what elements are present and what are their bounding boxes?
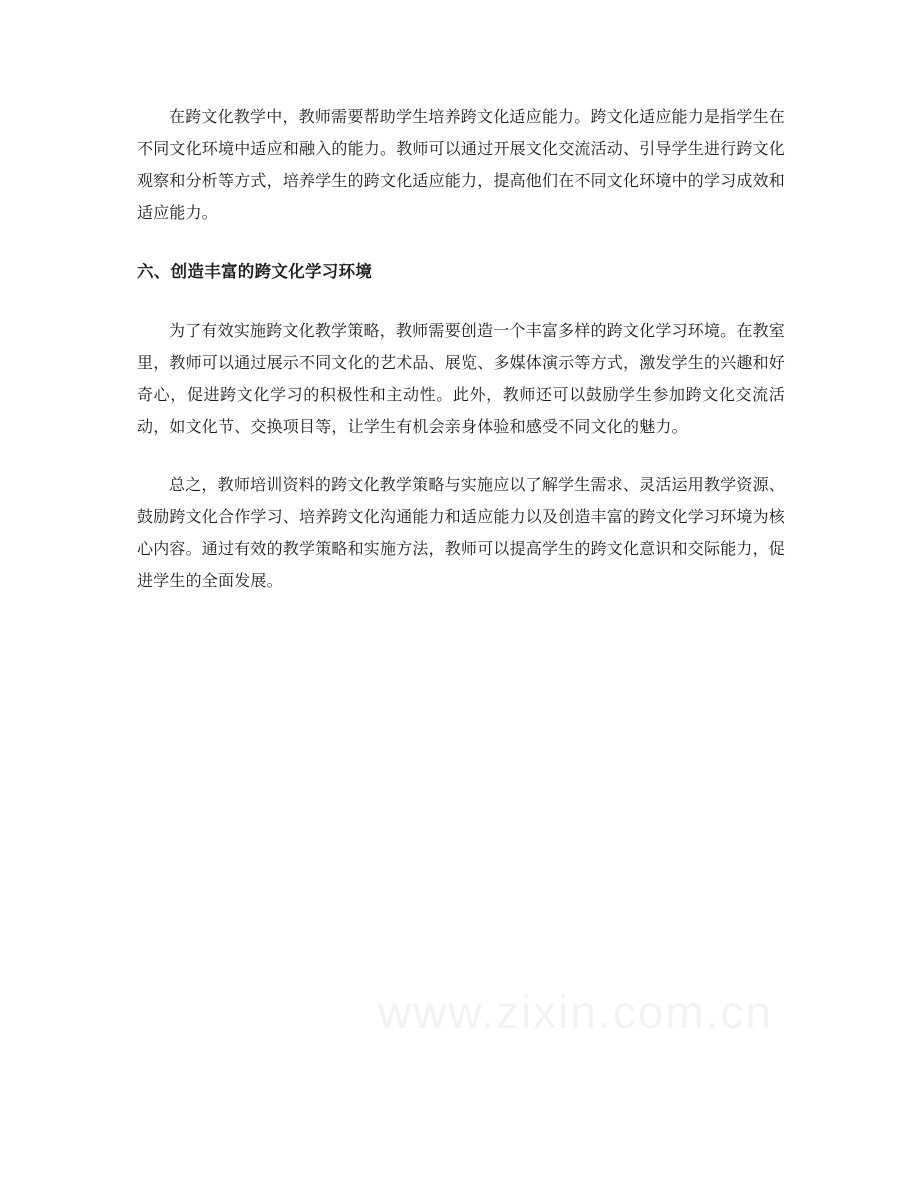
section-heading-six: 六、创造丰富的跨文化学习环境: [137, 262, 373, 281]
paragraph-cultural-adaptation: 在跨文化教学中，教师需要帮助学生培养跨文化适应能力。跨文化适应能力是指学生在不同文化环境中适应和融入的能力。教师可以通过开展文化交流活动、引导学生进行跨文化观察和分析等方式，培养学生的跨文化适应能力，提高他们在不同文化环境中的学习成效和适应能力。: [137, 107, 786, 222]
watermark-text: www.zixin.com.cn: [378, 986, 773, 1038]
document-body: [137, 101, 785, 597]
paragraph-learning-environment: 为了有效实施跨文化教学策略，教师需要创造一个丰富多样的跨文化学习环境。在教室里，教师可以通过展示不同文化的艺术品、展览、多媒体演示等方式，激发学生的兴趣和好奇心，促进跨文化学习的积极性和主动性。此外，教师还可以鼓励学生参加跨文化交流活动，如文化节、交换项目等，让学生有机会亲身体验和感受不同文化的魅力。: [137, 321, 786, 436]
paragraph-conclusion: 总之，教师培训资料的跨文化教学策略与实施应以了解学生需求、灵活运用教学资源、鼓励跨文化合作学习、培养跨文化沟通能力和适应能力以及创造丰富的跨文化学习环境为核心内容。通过有效的教学策略和实施方法，教师可以提高学生的跨文化意识和交际能力，促进学生的全面发展。: [137, 475, 786, 590]
